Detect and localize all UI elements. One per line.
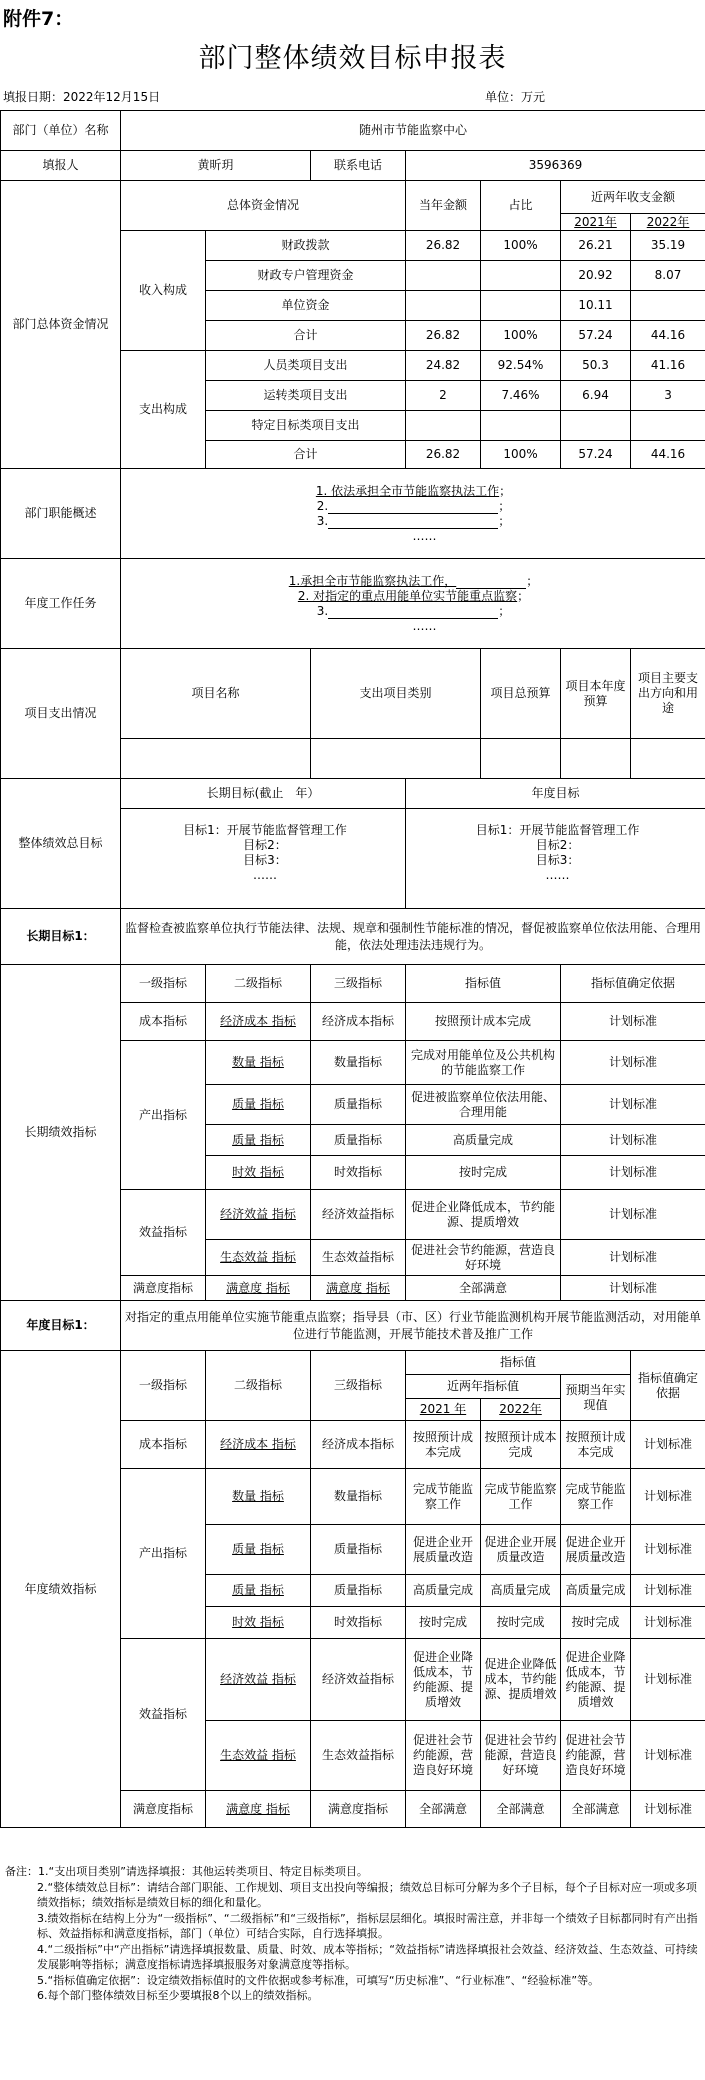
expense-row-name: 人员类项目支出 <box>206 351 406 381</box>
income-row-y2: 44.16 <box>631 321 705 351</box>
expense-row-name: 合计 <box>206 441 406 469</box>
year-header-predicted: 预期当年实现值 <box>561 1375 631 1421</box>
year-header-y2: 2022年 <box>481 1399 561 1421</box>
year-basis: 计划标准 <box>631 1469 705 1525</box>
long-goal-line: 目标1：开展节能监督管理工作 <box>183 823 347 837</box>
year-l2: 数量 指标 <box>206 1469 311 1525</box>
project-category-header: 支出项目类别 <box>311 649 481 739</box>
fill-date: 填报日期：2022年12月15日 <box>3 90 161 104</box>
income-row-current: 26.82 <box>406 321 481 351</box>
expense-row-ratio: 92.54% <box>481 351 561 381</box>
year-value-predicted: 促进企业降低成本，节约能源、提质增效 <box>561 1639 631 1721</box>
dept-label: 部门（单位）名称 <box>1 111 121 151</box>
year-basis: 计划标准 <box>631 1721 705 1791</box>
long-l2: 生态效益 指标 <box>206 1240 311 1276</box>
task-line: 2. 对指定的重点用能单位实节能重点监察 <box>297 588 518 603</box>
long-value: 促进社会节约能源，营造良好环境 <box>406 1240 561 1276</box>
year-header-l1: 一级指标 <box>121 1351 206 1421</box>
filler-name: 黄昕玥 <box>121 151 311 181</box>
expense-row-name: 运转类项目支出 <box>206 381 406 411</box>
year-header-l2: 二级指标 <box>206 1351 311 1421</box>
long-l2: 质量 指标 <box>206 1085 311 1125</box>
income-row-current <box>406 291 481 321</box>
task-line: 1.承担全市节能监察执法工作， <box>288 573 457 588</box>
year-basis: 计划标准 <box>631 1607 705 1639</box>
income-row-name: 财政拨款 <box>206 231 406 261</box>
income-row-current <box>406 261 481 291</box>
year-goal-header: 年度目标 <box>406 779 705 809</box>
project-cell <box>121 739 311 779</box>
expense-row-y2: 44.16 <box>631 441 705 469</box>
expense-row-y1 <box>561 411 631 441</box>
year-value-2021: 按时完成 <box>406 1607 481 1639</box>
funds-ratio-header: 占比 <box>481 181 561 231</box>
year-l3: 时效指标 <box>311 1607 406 1639</box>
long-goal-header: 长期目标(截止 年） <box>121 779 406 809</box>
long-l3: 质量指标 <box>311 1125 406 1156</box>
task-line: 3. <box>316 603 329 618</box>
year-l1: 成本指标 <box>121 1421 206 1469</box>
long-l3: 经济效益指标 <box>311 1190 406 1240</box>
expense-row-y1: 57.24 <box>561 441 631 469</box>
year-l2: 经济成本 指标 <box>206 1421 311 1469</box>
expense-row-current: 24.82 <box>406 351 481 381</box>
task-dots: …… <box>412 618 437 633</box>
year-l2: 时效 指标 <box>206 1607 311 1639</box>
attachment-label: 附件7： <box>3 8 74 30</box>
year-value-2021: 促进社会节约能源，营造良好环境 <box>406 1721 481 1791</box>
year-value-2021: 全部满意 <box>406 1791 481 1828</box>
long-l2: 满意度 指标 <box>206 1276 311 1301</box>
project-use-header: 项目主要支出方向和用途 <box>631 649 705 739</box>
year-goal-line: 目标1：开展节能监督管理工作 <box>475 823 640 837</box>
long-l3: 时效指标 <box>311 1156 406 1190</box>
long-value: 促进被监察单位依法用能、合理用能 <box>406 1085 561 1125</box>
year-value-2022: 全部满意 <box>481 1791 561 1828</box>
long-basis: 计划标准 <box>561 1041 705 1085</box>
expense-group-label: 支出构成 <box>121 351 206 469</box>
duty-label: 部门职能概述 <box>1 469 121 559</box>
long-header-basis: 指标值确定依据 <box>561 965 705 1003</box>
year-header-y1: 2021 年 <box>406 1399 481 1421</box>
income-row-ratio <box>481 261 561 291</box>
year-value-2022: 按时完成 <box>481 1607 561 1639</box>
year-l3: 质量指标 <box>311 1575 406 1607</box>
year-value-2022: 按照预计成本完成 <box>481 1421 561 1469</box>
long-l3: 质量指标 <box>311 1085 406 1125</box>
year-basis: 计划标准 <box>631 1639 705 1721</box>
year-value-2022: 完成节能监察工作 <box>481 1469 561 1525</box>
long-header-l1: 一级指标 <box>121 965 206 1003</box>
year-goal-line: 目标3： <box>535 853 580 867</box>
contact-value: 3596369 <box>406 151 705 181</box>
long-basis: 计划标准 <box>561 1085 705 1125</box>
income-row-ratio: 100% <box>481 231 561 261</box>
long-l3: 经济成本指标 <box>311 1003 406 1041</box>
project-total-header: 项目总预算 <box>481 649 561 739</box>
duty-line: 2. <box>316 498 329 513</box>
long-l1: 产出指标 <box>121 1041 206 1190</box>
year-value-2022: 促进企业降低成本，节约能源、提质增效 <box>481 1639 561 1721</box>
year-value-2021: 高质量完成 <box>406 1575 481 1607</box>
year-l1: 满意度指标 <box>121 1791 206 1828</box>
year-l2: 质量 指标 <box>206 1525 311 1575</box>
funds-current-header: 当年金额 <box>406 181 481 231</box>
duty-line: 3. <box>316 513 329 528</box>
income-row-y1: 57.24 <box>561 321 631 351</box>
funds-year2-header: 2022年 <box>631 214 705 231</box>
long-basis: 计划标准 <box>561 1190 705 1240</box>
year-basis: 计划标准 <box>631 1575 705 1607</box>
income-row-y1: 10.11 <box>561 291 631 321</box>
long-basis: 计划标准 <box>561 1276 705 1301</box>
notes <box>5 1864 700 2004</box>
year-l3: 生态效益指标 <box>311 1721 406 1791</box>
year-l2: 经济效益 指标 <box>206 1639 311 1721</box>
year-value-2021: 完成节能监察工作 <box>406 1469 481 1525</box>
long-value: 按时完成 <box>406 1156 561 1190</box>
contact-label: 联系电话 <box>311 151 406 181</box>
expense-row-y2: 41.16 <box>631 351 705 381</box>
year-basis: 计划标准 <box>631 1525 705 1575</box>
year-l1: 效益指标 <box>121 1639 206 1791</box>
year-value-2022: 高质量完成 <box>481 1575 561 1607</box>
year-l3: 经济效益指标 <box>311 1639 406 1721</box>
income-row-name: 合计 <box>206 321 406 351</box>
note-line: 3.绩效指标在结构上分为“一级指标”、“二级指标”和“三级指标”，指标层层细化。填报时需注意，并非每一个绩效子目标都同时有产出指标、效益指标和满意度指标，部门（单位）可结合实际，自行选择填报。 <box>37 1911 698 1940</box>
long-basis: 计划标准 <box>561 1156 705 1190</box>
year-value-2021: 按照预计成本完成 <box>406 1421 481 1469</box>
expense-row-y2: 3 <box>631 381 705 411</box>
project-cell <box>481 739 561 779</box>
funds-overall-header: 总体资金情况 <box>121 181 406 231</box>
long-value: 全部满意 <box>406 1276 561 1301</box>
long-l2: 经济效益 指标 <box>206 1190 311 1240</box>
year-value-predicted: 促进社会节约能源，营造良好环境 <box>561 1721 631 1791</box>
long-l1: 成本指标 <box>121 1003 206 1041</box>
long-header-l3: 三级指标 <box>311 965 406 1003</box>
long-l3: 生态效益指标 <box>311 1240 406 1276</box>
project-cell <box>631 739 705 779</box>
long-l3: 满意度 指标 <box>311 1276 406 1301</box>
expense-row-name: 特定目标类项目支出 <box>206 411 406 441</box>
project-year-header: 项目本年度预算 <box>561 649 631 739</box>
income-row-y2: 8.07 <box>631 261 705 291</box>
year-value-predicted: 按照预计成本完成 <box>561 1421 631 1469</box>
note-line: 4.“二级指标”中“产出指标”请选择填报数量、质量、时效、成本等指标；“效益指标”请选择填报社会效益、经济效益、生态效益、可持续发展影响等指标；满意度指标请选择填报服务对象满意度等指标。 <box>37 1942 698 1971</box>
year-l3: 数量指标 <box>311 1469 406 1525</box>
note-line: 6.每个部门整体绩效目标至少要填报8个以上的绩效指标。 <box>37 1989 319 2002</box>
year-value-2022: 促进社会节约能源，营造良好环境 <box>481 1721 561 1791</box>
duty-dots: …… <box>412 528 437 543</box>
year-goal-line: 目标2： <box>535 838 580 852</box>
income-row-y2: 35.19 <box>631 231 705 261</box>
expense-row-current: 26.82 <box>406 441 481 469</box>
long-target-label: 长期目标1： <box>1 909 121 965</box>
year-header-l3: 三级指标 <box>311 1351 406 1421</box>
year-l2: 满意度 指标 <box>206 1791 311 1828</box>
year-l3: 经济成本指标 <box>311 1421 406 1469</box>
year-l3: 满意度指标 <box>311 1791 406 1828</box>
expense-row-ratio: 7.46% <box>481 381 561 411</box>
filler-label: 填报人 <box>1 151 121 181</box>
year-target-text: 对指定的重点用能单位实施节能重点监察；指导县（市、区）行业节能监测机构开展节能监测活动，对用能单位进行节能监测，开展节能技术普及推广工作 <box>121 1301 705 1351</box>
income-row-name: 单位资金 <box>206 291 406 321</box>
note-line: 5.“指标值确定依据”：设定绩效指标值时的文件依据或参考标准，可填写“历史标准”、“行业标准”、“经验标准”等。 <box>37 1973 600 1987</box>
long-goal-line: 目标2： <box>243 838 287 852</box>
income-row-ratio: 100% <box>481 321 561 351</box>
performance-form-table: 部门（单位）名称 随州市节能监察中心 填报人 黄昕玥 联系电话 3596369 部门总体资金情况 总体资金情况 当年金额 占比 近两年收支金额 2021年 2022年 收入构成 财政拨款 26.82 100% 26.21 35.19 财政专户管理资金 20.92 8.07 单位资金 10.11 合计 26.82 100% 57.24 44.16 支出构成 人员类项目支出 24.82 92.54% 50.3 41.16 运转类项目支出 2 7.46% 6.94 3 特定目标类项目支出 合计 26.82 100% 57.24 44.16 部门职能概述 1. 依法承担全市节能监察执法工作； 2. ； 3. ； …… 年度工作任务 1.承担全市节能监察执法工作， ； 2. 对指定的重点用能单位实节能重点监察； 3. ； …… 项目支出情况 项目名称 支出项目类别 项目总预算 项目本年度预算 项目主要支出方向和用途 整体绩效总目标 长期目标(截止 年） 年度目标 目标1：开展节能监督管理工作 目标2： 目标3： …… 目标1：开展节能监督管理工作 目标2： 目标3： …… 长期目标1： 监督检查被监察单位执行节能法律、法规、规章和强制性节能标准的情况，督促被监察单位依法用能、合理用能，依法处理违法违规行为。 长期绩效指标 一级指标 二级指标 三级指标 指标值 指标值确定依据 成本指标 经济成本 指标 经济成本指标 按照预计成本完成 计划标准 产出指标 数量 指标 数量指标 完成对用能单位及公共机构的节能监察工作 计划标准 质量 指标 质量指标 促进被监察单位依法用能、合理用能 计划标准 质量 指标 质量指标 高质量完成 计划标准 时效 指标 时效指标 按时完成 计划标准 效益指标 经济效益 指标 经济效益指标 促进企业降低成本，节约能源、提质增效 计划标准 生态效益 指标 生态效益指标 促进社会节约能源，营造良好环境 计划标准 满意度指标 满意度 指标 满意度 指标 全部满意 计划标准 年度目标1： 对指定的重点用能单位实施节能重点监察；指导县（市、区）行业节能监测机构开展节能监测活动，对用能单位进行节能监测，开展节能技术普及推广工作 年度绩效指标 一级指标 二级指标 三级指标 指标值 指标值确定依据 近两年指标值 预期当年实现值 2021 年 2022年 成本指标 经济成本 指标 经济成本指标 按照预计成本完成 按照预计成本完成 按照预计成本完成 计划标准 产出指标 数量 指标 数量指标 完成节能监察工作 完成节能监察工作 完成节能监察工作 计划标准 质量 指标 质量指标 促进企业开展质量改造 促进企业开展质量改造 促进企业开展质量改造 计划标准 质量 指标 质量指标 高质量完成 高质量完成 高质量完成 计划标准 时效 指标 时效指标 按时完成 按时完成 按时完成 计划标准 效益指标 经济效益 指标 经济效益指标 促进企业降低成本，节约能源、提质增效 促进企业降低成本，节约能源、提质增效 促进企业降低成本，节约能源、提质增效 计划标准 生态效益 指标 生态效益指标 促进社会节约能源，营造良好环境 促进社会节约能源，营造良好环境 促进社会节约能源，营造良好环境 计划标准 满意度指标 满意度 指标 满意度指标 全部满意 全部满意 全部满意 计划标准 <box>0 110 705 1828</box>
income-row-y1: 20.92 <box>561 261 631 291</box>
year-value-predicted: 完成节能监察工作 <box>561 1469 631 1525</box>
long-goal-line: …… <box>253 868 277 882</box>
year-value-predicted: 高质量完成 <box>561 1575 631 1607</box>
year-value-predicted: 按时完成 <box>561 1607 631 1639</box>
overall-goal-label: 整体绩效总目标 <box>1 779 121 909</box>
income-row-current: 26.82 <box>406 231 481 261</box>
year-basis: 计划标准 <box>631 1421 705 1469</box>
long-goal-line: 目标3： <box>243 853 287 867</box>
long-l2: 时效 指标 <box>206 1156 311 1190</box>
annual-task-label: 年度工作任务 <box>1 559 121 649</box>
project-name-header: 项目名称 <box>121 649 311 739</box>
project-cell <box>561 739 631 779</box>
duty-line: 1. 依法承担全市节能监察执法工作 <box>315 483 500 498</box>
year-indicator-label: 年度绩效指标 <box>1 1351 121 1828</box>
long-value: 完成对用能单位及公共机构的节能监察工作 <box>406 1041 561 1085</box>
expense-row-current: 2 <box>406 381 481 411</box>
project-cell <box>311 739 481 779</box>
year-value-2022: 促进企业开展质量改造 <box>481 1525 561 1575</box>
income-row-ratio <box>481 291 561 321</box>
long-l1: 效益指标 <box>121 1190 206 1276</box>
project-label: 项目支出情况 <box>1 649 121 779</box>
note-line: 备注：1.“支出项目类别”请选择填报：其他运转类项目、特定目标类项目。 <box>5 1865 368 1878</box>
expense-row-current <box>406 411 481 441</box>
long-header-value: 指标值 <box>406 965 561 1003</box>
year-l1: 产出指标 <box>121 1469 206 1639</box>
year-target-label: 年度目标1： <box>1 1301 121 1351</box>
year-goal-line: …… <box>545 868 570 882</box>
long-basis: 计划标准 <box>561 1003 705 1041</box>
expense-row-y2 <box>631 411 705 441</box>
long-l3: 数量指标 <box>311 1041 406 1085</box>
long-l2: 经济成本 指标 <box>206 1003 311 1041</box>
long-value: 按照预计成本完成 <box>406 1003 561 1041</box>
year-value-predicted: 全部满意 <box>561 1791 631 1828</box>
dept-value: 随州市节能监察中心 <box>121 111 705 151</box>
year-header-recent: 近两年指标值 <box>406 1375 561 1399</box>
long-indicator-label: 长期绩效指标 <box>1 965 121 1301</box>
funds-section-label: 部门总体资金情况 <box>1 181 121 469</box>
expense-row-y1: 6.94 <box>561 381 631 411</box>
funds-recent-header: 近两年收支金额 <box>561 181 705 214</box>
year-l2: 生态效益 指标 <box>206 1721 311 1791</box>
note-line: 2.“整体绩效总目标”：请结合部门职能、工作规划、项目支出投向等编报；绩效总目标可分解为多个子目标，每个子目标对应一项或多项绩效指标；绩效指标是绩效目标的细化和量化。 <box>37 1880 697 1909</box>
income-row-y1: 26.21 <box>561 231 631 261</box>
year-header-basis: 指标值确定依据 <box>631 1351 705 1421</box>
year-value-predicted: 促进企业开展质量改造 <box>561 1525 631 1575</box>
year-value-2021: 促进企业降低成本，节约能源、提质增效 <box>406 1639 481 1721</box>
long-l2: 数量 指标 <box>206 1041 311 1085</box>
long-basis: 计划标准 <box>561 1240 705 1276</box>
long-l1: 满意度指标 <box>121 1276 206 1301</box>
funds-year1-header: 2021年 <box>561 214 631 231</box>
long-basis: 计划标准 <box>561 1125 705 1156</box>
year-basis: 计划标准 <box>631 1791 705 1828</box>
income-row-name: 财政专户管理资金 <box>206 261 406 291</box>
unit-label: 单位：万元 <box>485 90 546 104</box>
long-value: 促进企业降低成本，节约能源、提质增效 <box>406 1190 561 1240</box>
long-value: 高质量完成 <box>406 1125 561 1156</box>
income-group-label: 收入构成 <box>121 231 206 351</box>
long-l2: 质量 指标 <box>206 1125 311 1156</box>
income-row-y2 <box>631 291 705 321</box>
expense-row-ratio: 100% <box>481 441 561 469</box>
expense-row-ratio <box>481 411 561 441</box>
year-header-value: 指标值 <box>406 1351 631 1375</box>
page-title: 部门整体绩效目标申报表 <box>198 43 507 74</box>
long-header-l2: 二级指标 <box>206 965 311 1003</box>
long-target-text: 监督检查被监察单位执行节能法律、法规、规章和强制性节能标准的情况，督促被监察单位依法用能、合理用能，依法处理违法违规行为。 <box>121 909 705 965</box>
year-l3: 质量指标 <box>311 1525 406 1575</box>
expense-row-y1: 50.3 <box>561 351 631 381</box>
year-value-2021: 促进企业开展质量改造 <box>406 1525 481 1575</box>
year-l2: 质量 指标 <box>206 1575 311 1607</box>
